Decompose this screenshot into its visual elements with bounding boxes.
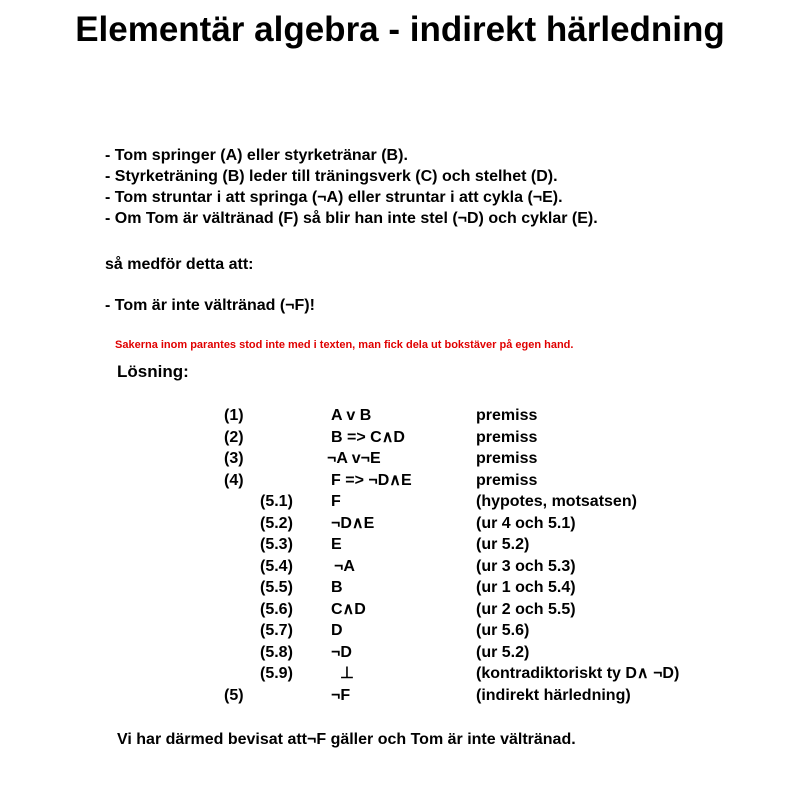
proof-row — [0, 685, 800, 707]
proof-row — [0, 642, 800, 664]
premise-line: - Tom springer (A) eller styrketränar (B). — [105, 147, 408, 164]
step-justification: premiss — [476, 428, 538, 446]
proof-row — [0, 448, 800, 470]
premise-line: - Tom struntar i att springa (¬A) eller struntar i att cykla (¬E). — [105, 189, 563, 206]
step-formula: C∧D — [331, 600, 366, 618]
step-formula: ¬A v¬E — [327, 450, 381, 467]
step-justification: (ur 1 och 5.4) — [476, 579, 576, 596]
premises-list — [105, 145, 598, 229]
step-number: (1) — [224, 407, 244, 424]
step-justification: premiss — [476, 471, 538, 489]
proof-table — [0, 405, 800, 706]
step-formula: F => ¬D∧E — [331, 471, 412, 489]
step-formula: ¬D — [331, 643, 352, 661]
step-justification: (ur 2 och 5.5) — [476, 600, 576, 618]
conclusion-statement: - Tom är inte vältränad (¬F)! — [105, 297, 315, 314]
proof-row — [0, 491, 800, 513]
step-number: (5.6) — [260, 600, 293, 618]
proof-row — [0, 663, 800, 685]
bottom-symbol: ⊥ — [340, 665, 354, 682]
proof-row — [0, 427, 800, 449]
step-formula: F — [331, 493, 341, 510]
step-number: (5.8) — [260, 643, 293, 661]
consequence-intro: så medför detta att: — [105, 256, 254, 273]
proof-row — [0, 513, 800, 535]
step-justification: (indirekt härledning) — [476, 686, 631, 704]
step-formula: ¬A — [334, 557, 355, 575]
step-formula: E — [331, 536, 342, 553]
premise-line: - Styrketräning (B) leder till träningsverk (C) och stelhet (D). — [105, 168, 558, 185]
step-number: (5.3) — [260, 536, 293, 553]
step-number: (5.5) — [260, 579, 293, 596]
step-formula: A v B — [331, 407, 372, 424]
step-justification: (hypotes, motsatsen) — [476, 493, 637, 510]
step-justification: (ur 4 och 5.1) — [476, 514, 576, 532]
step-justification: (kontradiktoriskt ty D∧ ¬D) — [476, 665, 680, 682]
proof-row — [0, 470, 800, 492]
proof-row — [0, 599, 800, 621]
step-formula: ¬D∧E — [331, 514, 375, 532]
step-justification: premiss — [476, 450, 538, 467]
step-number: (2) — [224, 428, 244, 446]
step-number: (4) — [224, 471, 244, 489]
step-formula: D — [331, 622, 343, 639]
step-justification: (ur 5.2) — [476, 643, 530, 661]
proof-row — [0, 577, 800, 599]
step-number: (3) — [224, 450, 244, 467]
step-formula: B — [331, 579, 343, 596]
step-justification: (ur 5.2) — [476, 536, 530, 553]
step-number: (5.2) — [260, 514, 293, 532]
step-justification: (ur 5.6) — [476, 622, 530, 639]
step-number: (5.4) — [260, 557, 293, 575]
step-formula: B => C∧D — [331, 428, 405, 446]
page-title: Elementär algebra - indirekt härledning — [75, 10, 725, 49]
parenthesis-note: Sakerna inom parantes stod inte med i texten, man fick dela ut bokstäver på egen hand. — [115, 339, 574, 351]
premise-line: - Om Tom är vältränad (F) så blir han inte stel (¬D) och cyklar (E). — [105, 210, 598, 227]
solution-label: Lösning: — [117, 362, 189, 381]
proof-row — [0, 556, 800, 578]
step-justification: (ur 3 och 5.3) — [476, 557, 576, 575]
step-justification: premiss — [476, 407, 538, 424]
step-formula: ¬F — [331, 686, 351, 704]
final-statement: Vi har därmed bevisat att¬F gäller och Tom är inte vältränad. — [117, 731, 576, 748]
step-number: (5.1) — [260, 493, 293, 510]
step-number: (5.7) — [260, 622, 293, 639]
proof-row — [0, 534, 800, 556]
proof-row — [0, 620, 800, 642]
proof-row — [0, 405, 800, 427]
step-number: (5) — [224, 686, 244, 704]
step-number: (5.9) — [260, 665, 293, 682]
